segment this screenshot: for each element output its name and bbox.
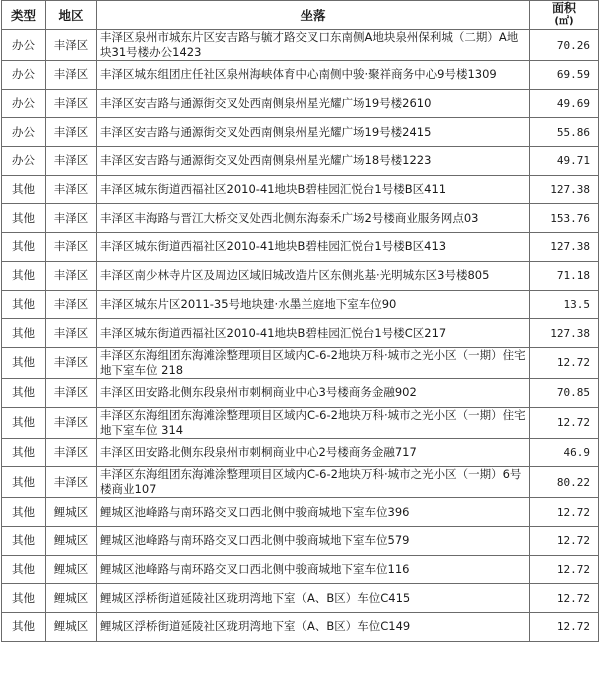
cell-type: 其他 <box>2 584 46 613</box>
cell-location: 丰泽区城东街道西福社区2010-41地块B碧桂园汇悦台1号楼C区217 <box>97 319 530 348</box>
header-area-label: 面积 <box>551 1 576 15</box>
cell-district: 丰泽区 <box>46 347 97 378</box>
cell-location: 丰泽区东海组团东海滩涂整理项目区域内C-6-2地块万科·城市之光小区（一期）住宅地下室车位 218 <box>97 347 530 378</box>
cell-area: 46.9 <box>530 438 599 467</box>
table-row <box>2 584 599 613</box>
cell-area: 69.59 <box>530 61 599 90</box>
cell-district: 丰泽区 <box>46 175 97 204</box>
cell-type: 其他 <box>2 498 46 527</box>
cell-area: 71.18 <box>530 261 599 290</box>
header-type: 类型 <box>2 1 46 30</box>
header-location: 坐落 <box>97 1 530 30</box>
cell-location: 丰泽区城东街道西福社区2010-41地块B碧桂园汇悦台1号楼B区413 <box>97 233 530 262</box>
cell-type: 其他 <box>2 467 46 498</box>
table-row <box>2 407 599 438</box>
table-row <box>2 175 599 204</box>
table-row <box>2 290 599 319</box>
cell-type: 其他 <box>2 175 46 204</box>
table-row <box>2 147 599 176</box>
cell-location: 丰泽区泉州市城东片区安吉路与毓才路交叉口东南侧A地块泉州保利城（二期）A地块31号楼办公1423 <box>97 30 530 61</box>
cell-type: 办公 <box>2 61 46 90</box>
cell-area: 13.5 <box>530 290 599 319</box>
cell-type: 其他 <box>2 233 46 262</box>
cell-district: 丰泽区 <box>46 147 97 176</box>
table-row <box>2 467 599 498</box>
cell-district: 鲤城区 <box>46 526 97 555</box>
cell-district: 丰泽区 <box>46 407 97 438</box>
cell-type: 其他 <box>2 347 46 378</box>
cell-district: 丰泽区 <box>46 204 97 233</box>
cell-area: 80.22 <box>530 467 599 498</box>
cell-location: 鲤城区池峰路与南环路交叉口西北侧中骏商城地下室车位579 <box>97 526 530 555</box>
cell-type: 办公 <box>2 89 46 118</box>
cell-area: 49.69 <box>530 89 599 118</box>
cell-district: 鲤城区 <box>46 498 97 527</box>
cell-district: 丰泽区 <box>46 438 97 467</box>
header-district: 地区 <box>46 1 97 30</box>
table-row <box>2 498 599 527</box>
table-row <box>2 261 599 290</box>
table-row <box>2 378 599 407</box>
cell-type: 其他 <box>2 613 46 642</box>
table-row <box>2 89 599 118</box>
cell-area: 12.72 <box>530 347 599 378</box>
cell-location: 丰泽区东海组团东海滩涂整理项目区域内C-6-2地块万科·城市之光小区（一期）住宅地下室车位 314 <box>97 407 530 438</box>
cell-location: 鲤城区浮桥街道延陵社区珑玥湾地下室（A、B区）车位C149 <box>97 613 530 642</box>
table-row <box>2 61 599 90</box>
cell-district: 丰泽区 <box>46 233 97 262</box>
cell-location: 丰泽区城东组团庄任社区泉州海峡体育中心南侧中骏·聚祥商务中心9号楼1309 <box>97 61 530 90</box>
cell-location: 鲤城区浮桥街道延陵社区珑玥湾地下室（A、B区）车位C415 <box>97 584 530 613</box>
cell-type: 其他 <box>2 438 46 467</box>
cell-area: 127.38 <box>530 319 599 348</box>
cell-area: 70.85 <box>530 378 599 407</box>
property-table <box>1 0 599 642</box>
cell-type: 其他 <box>2 319 46 348</box>
cell-area: 12.72 <box>530 498 599 527</box>
table-row <box>2 319 599 348</box>
table-row <box>2 555 599 584</box>
cell-district: 丰泽区 <box>46 319 97 348</box>
cell-district: 丰泽区 <box>46 261 97 290</box>
cell-type: 办公 <box>2 118 46 147</box>
cell-area: 12.72 <box>530 526 599 555</box>
cell-district: 丰泽区 <box>46 61 97 90</box>
cell-district: 鲤城区 <box>46 584 97 613</box>
cell-district: 丰泽区 <box>46 290 97 319</box>
cell-type: 其他 <box>2 378 46 407</box>
cell-district: 鲤城区 <box>46 555 97 584</box>
cell-area: 12.72 <box>530 555 599 584</box>
cell-area: 127.38 <box>530 175 599 204</box>
cell-location: 丰泽区田安路北侧东段泉州市刺桐商业中心3号楼商务金融902 <box>97 378 530 407</box>
cell-location: 丰泽区安吉路与通源街交叉处西南侧泉州星光耀广场19号楼2415 <box>97 118 530 147</box>
cell-district: 丰泽区 <box>46 30 97 61</box>
cell-type: 办公 <box>2 30 46 61</box>
cell-district: 丰泽区 <box>46 378 97 407</box>
cell-area: 153.76 <box>530 204 599 233</box>
cell-location: 丰泽区田安路北侧东段泉州市刺桐商业中心2号楼商务金融717 <box>97 438 530 467</box>
cell-area: 55.86 <box>530 118 599 147</box>
table-row <box>2 118 599 147</box>
cell-location: 丰泽区东海组团东海滩涂整理项目区域内C-6-2地块万科·城市之光小区（一期）6号楼商业107 <box>97 467 530 498</box>
cell-location: 丰泽区城东街道西福社区2010-41地块B碧桂园汇悦台1号楼B区411 <box>97 175 530 204</box>
cell-location: 丰泽区安吉路与通源街交叉处西南侧泉州星光耀广场18号楼1223 <box>97 147 530 176</box>
cell-location: 鲤城区池峰路与南环路交叉口西北侧中骏商城地下室车位396 <box>97 498 530 527</box>
cell-type: 办公 <box>2 147 46 176</box>
cell-type: 其他 <box>2 555 46 584</box>
cell-district: 丰泽区 <box>46 118 97 147</box>
cell-location: 丰泽区城东片区2011-35号地块建·水墨兰庭地下室车位90 <box>97 290 530 319</box>
cell-location: 丰泽区南少林寺片区及周边区域旧城改造片区东侧兆基·光明城东区3号楼805 <box>97 261 530 290</box>
table-row <box>2 526 599 555</box>
cell-type: 其他 <box>2 204 46 233</box>
cell-area: 49.71 <box>530 147 599 176</box>
cell-district: 鲤城区 <box>46 613 97 642</box>
cell-district: 丰泽区 <box>46 89 97 118</box>
cell-area: 12.72 <box>530 613 599 642</box>
table-body <box>2 30 599 642</box>
cell-location: 丰泽区丰海路与晋江大桥交叉处西北侧东海泰禾广场2号楼商业服务网点03 <box>97 204 530 233</box>
cell-type: 其他 <box>2 526 46 555</box>
cell-area: 12.72 <box>530 407 599 438</box>
cell-type: 其他 <box>2 290 46 319</box>
table-row <box>2 347 599 378</box>
cell-type: 其他 <box>2 261 46 290</box>
table-row <box>2 233 599 262</box>
cell-district: 丰泽区 <box>46 467 97 498</box>
table-header-row <box>2 1 599 30</box>
table-row <box>2 438 599 467</box>
header-area-unit: (㎡) <box>554 16 574 27</box>
table-row <box>2 613 599 642</box>
table-row <box>2 204 599 233</box>
cell-area: 70.26 <box>530 30 599 61</box>
cell-area: 12.72 <box>530 584 599 613</box>
cell-location: 丰泽区安吉路与通源街交叉处西南侧泉州星光耀广场19号楼2610 <box>97 89 530 118</box>
table-row <box>2 30 599 61</box>
header-area <box>530 1 599 30</box>
cell-area: 127.38 <box>530 233 599 262</box>
cell-location: 鲤城区池峰路与南环路交叉口西北侧中骏商城地下室车位116 <box>97 555 530 584</box>
cell-type: 其他 <box>2 407 46 438</box>
